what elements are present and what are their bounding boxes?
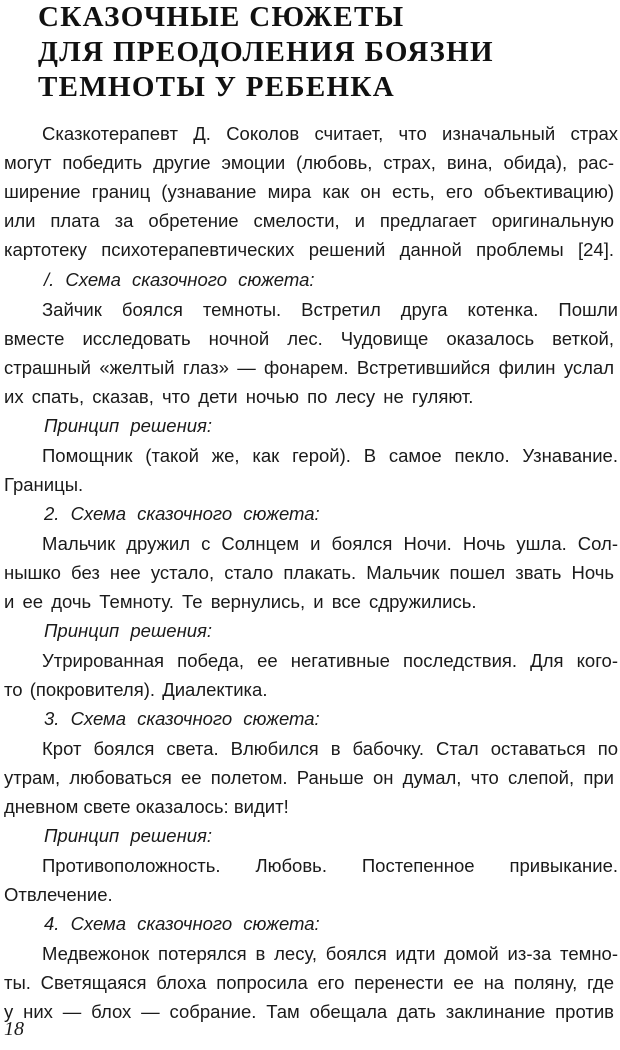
text-line: Медвежонок потерялся в лесу, боялся идти домой из-за темно- <box>42 943 618 964</box>
title-line: ТЕМНОТЫ У РЕБЕНКА <box>38 71 395 103</box>
text-line: могут победить другие эмоции (любовь, страх, вина, обида), рас- <box>4 152 614 173</box>
scheme-heading: /. Схема сказочного сюжета: <box>44 269 315 290</box>
scheme-heading: 4. Схема сказочного сюжета: <box>44 913 320 934</box>
text-line: страшный «желтый глаз» — фонарем. Встретившийся филин услал <box>4 357 614 378</box>
principle-heading: Принцип решения: <box>44 415 213 436</box>
text-line: их спать, сказав, что дети ночью по лесу не гуляют. <box>4 386 474 407</box>
page-number: 18 <box>4 1018 24 1040</box>
title-line: СКАЗОЧНЫЕ СЮЖЕТЫ <box>38 1 405 33</box>
scheme-heading: 2. Схема сказочного сюжета: <box>44 503 320 524</box>
principle-heading: Принцип решения: <box>44 825 213 846</box>
text-line: дневном свете оказалось: видит! <box>4 796 289 817</box>
text-line: и ее дочь Темноту. Те вернулись, и все сдружились. <box>4 591 477 612</box>
text-line: ты. Светящаяся блоха попросила его перенести ее на поляну, где <box>4 972 614 993</box>
text-line: у них — блох — собрание. Там обещала дать заклинание против <box>4 1001 614 1022</box>
text-line: Помощник (такой же, как герой). В самое пекло. Узнавание. <box>42 445 618 466</box>
text-line: Границы. <box>4 474 84 495</box>
text-line: Отвлечение. <box>4 884 113 905</box>
text-line: Крот боялся света. Влюбился в бабочку. Стал оставаться по <box>42 738 618 759</box>
text-line: нышко без нее устало, стало плакать. Мальчик пошел звать Ночь <box>4 562 614 583</box>
text-line: Зайчик боялся темноты. Встретил друга котенка. Пошли <box>42 299 618 320</box>
text-line: Мальчик дружил с Солнцем и боялся Ночи. Ночь ушла. Сол- <box>42 533 618 554</box>
text-line: утрам, любоваться ее полетом. Раньше он думал, что слепой, при <box>4 767 614 788</box>
text-line: то (покровителя). Диалектика. <box>4 679 268 700</box>
chapter-title <box>38 0 494 105</box>
text-line: ширение границ (узнавание мира как он есть, его объективацию) <box>4 181 614 202</box>
text-line: Сказкотерапевт Д. Соколов считает, что изначальный страх <box>42 123 618 144</box>
scheme-heading: 3. Схема сказочного сюжета: <box>44 708 320 729</box>
text-line: или плата за обретение смелости, и предлагает оригинальную <box>4 210 614 231</box>
text-line: Противоположность. Любовь. Постепенное привыкание. <box>42 855 618 876</box>
title-line: ДЛЯ ПРЕОДОЛЕНИЯ БОЯЗНИ <box>38 36 494 68</box>
text-line: Утрированная победа, ее негативные последствия. Для кого- <box>42 650 618 671</box>
text-line: картотеку психотерапевтических решений данной проблемы [24]. <box>4 239 614 260</box>
text-line: вместе исследовать ночной лес. Чудовище оказалось веткой, <box>4 328 614 349</box>
principle-heading: Принцип решения: <box>44 620 213 641</box>
